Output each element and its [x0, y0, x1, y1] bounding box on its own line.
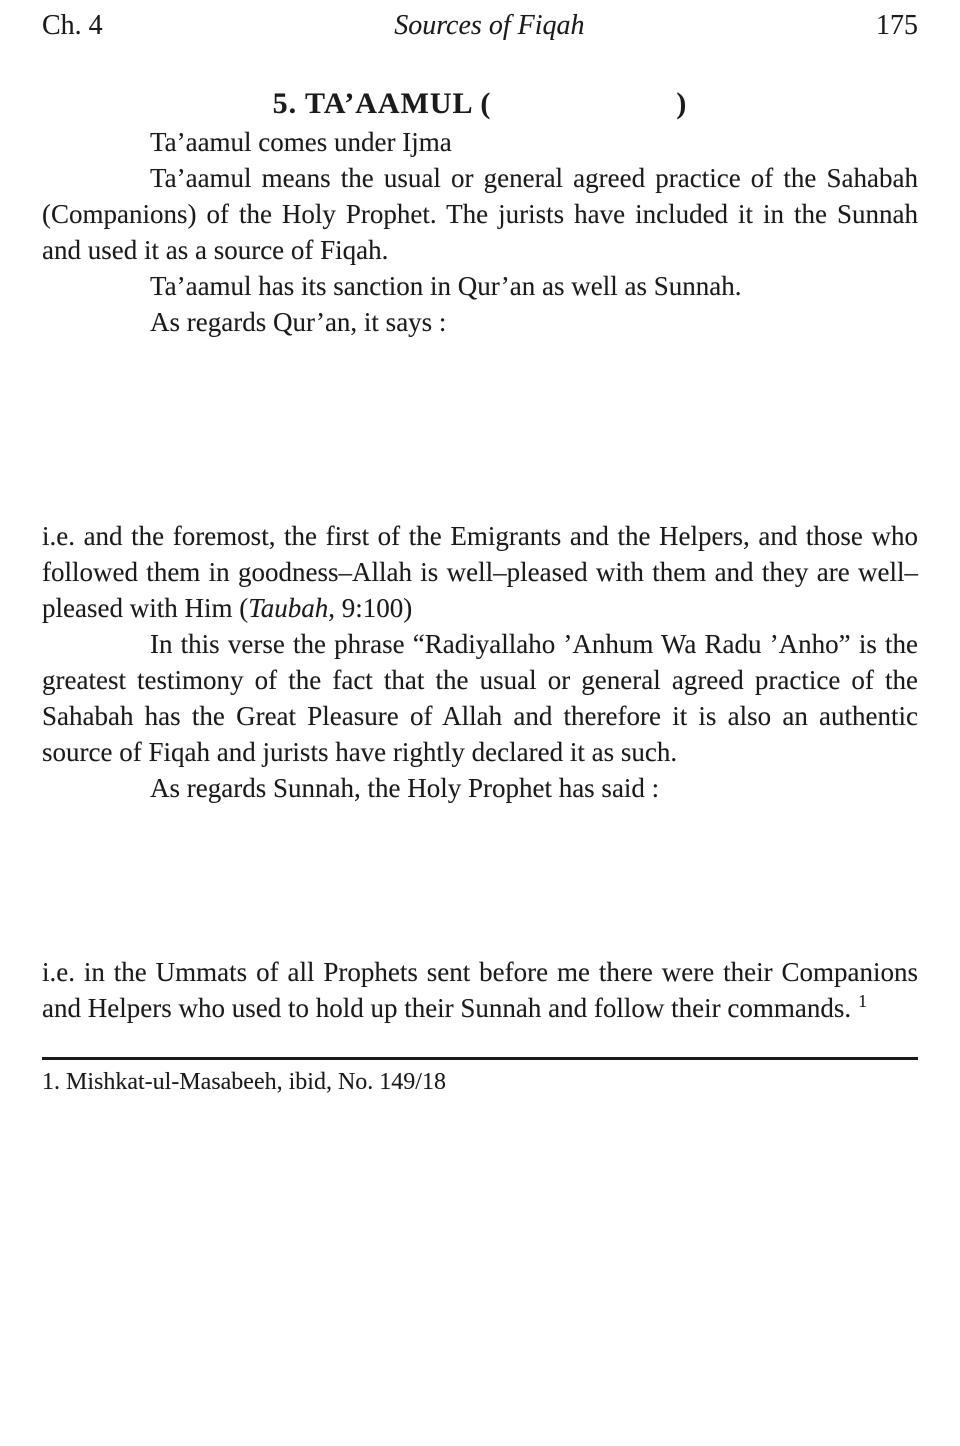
quran-verse-whitespace — [42, 340, 918, 518]
footnote-divider — [42, 1057, 918, 1060]
running-header — [42, 8, 918, 44]
footnote-citation: 1. Mishkat-ul-Masabeeh, ibid, No. 149/18 — [42, 1069, 446, 1095]
chapter-label: Ch. 4 — [42, 10, 103, 41]
paragraph-sanction: Ta’aamul has its sanction in Qur’an as well as Sunnah. — [150, 271, 742, 301]
running-title: Sources of Fiqah — [394, 10, 585, 41]
section-heading-close-paren: ) — [676, 87, 688, 120]
paragraph-verse-explanation: In this verse the phrase “Radiyallaho ’Anhum Wa Radu ’Anho” is the greatest testimony of the fact that the usual or general agreed practice of the Sahabah has the Great Pleasure of Allah and therefore it is also an authentic source of Fiqah and jurists have rightly declared it as such. — [42, 629, 918, 767]
hadith-text-whitespace — [42, 806, 918, 954]
translation-text-after: 9:100) — [335, 593, 413, 623]
section-heading-text: 5. TA’AAMUL ( — [272, 87, 492, 120]
paragraph-taamul-under-ijma: Ta’aamul comes under Ijma — [150, 127, 452, 157]
paragraph-as-regards-quran: As regards Qur’an, it says : — [150, 307, 447, 337]
paragraph-hadith-translation — [42, 954, 918, 1026]
paragraph-quran-translation — [42, 518, 918, 626]
paragraph-taamul-definition: Ta’aamul means the usual or general agreed practice of the Sahabah (Companions) of the Holy Prophet. The jurists have included it in the Sunnah and used it as a source of Fiqah. — [42, 163, 918, 265]
translation-text-before: i.e. and the foremost, the first of the Emigrants and the Helpers, and those who followed them in goodness–Allah is well–pleased with them and they are well–pleased with Him ( — [42, 521, 918, 623]
footnote-reference-mark: 1 — [858, 991, 868, 1011]
section-heading — [42, 84, 918, 124]
paragraph-as-regards-sunnah: As regards Sunnah, the Holy Prophet has said : — [150, 773, 660, 803]
page-number: 175 — [876, 10, 918, 41]
hadith-translation-text: i.e. in the Ummats of all Prophets sent before me there were their Companions and Helpers who used to hold up their Sunnah and follow their commands. — [42, 957, 918, 1023]
surah-name-italic: Taubah, — [248, 593, 336, 623]
